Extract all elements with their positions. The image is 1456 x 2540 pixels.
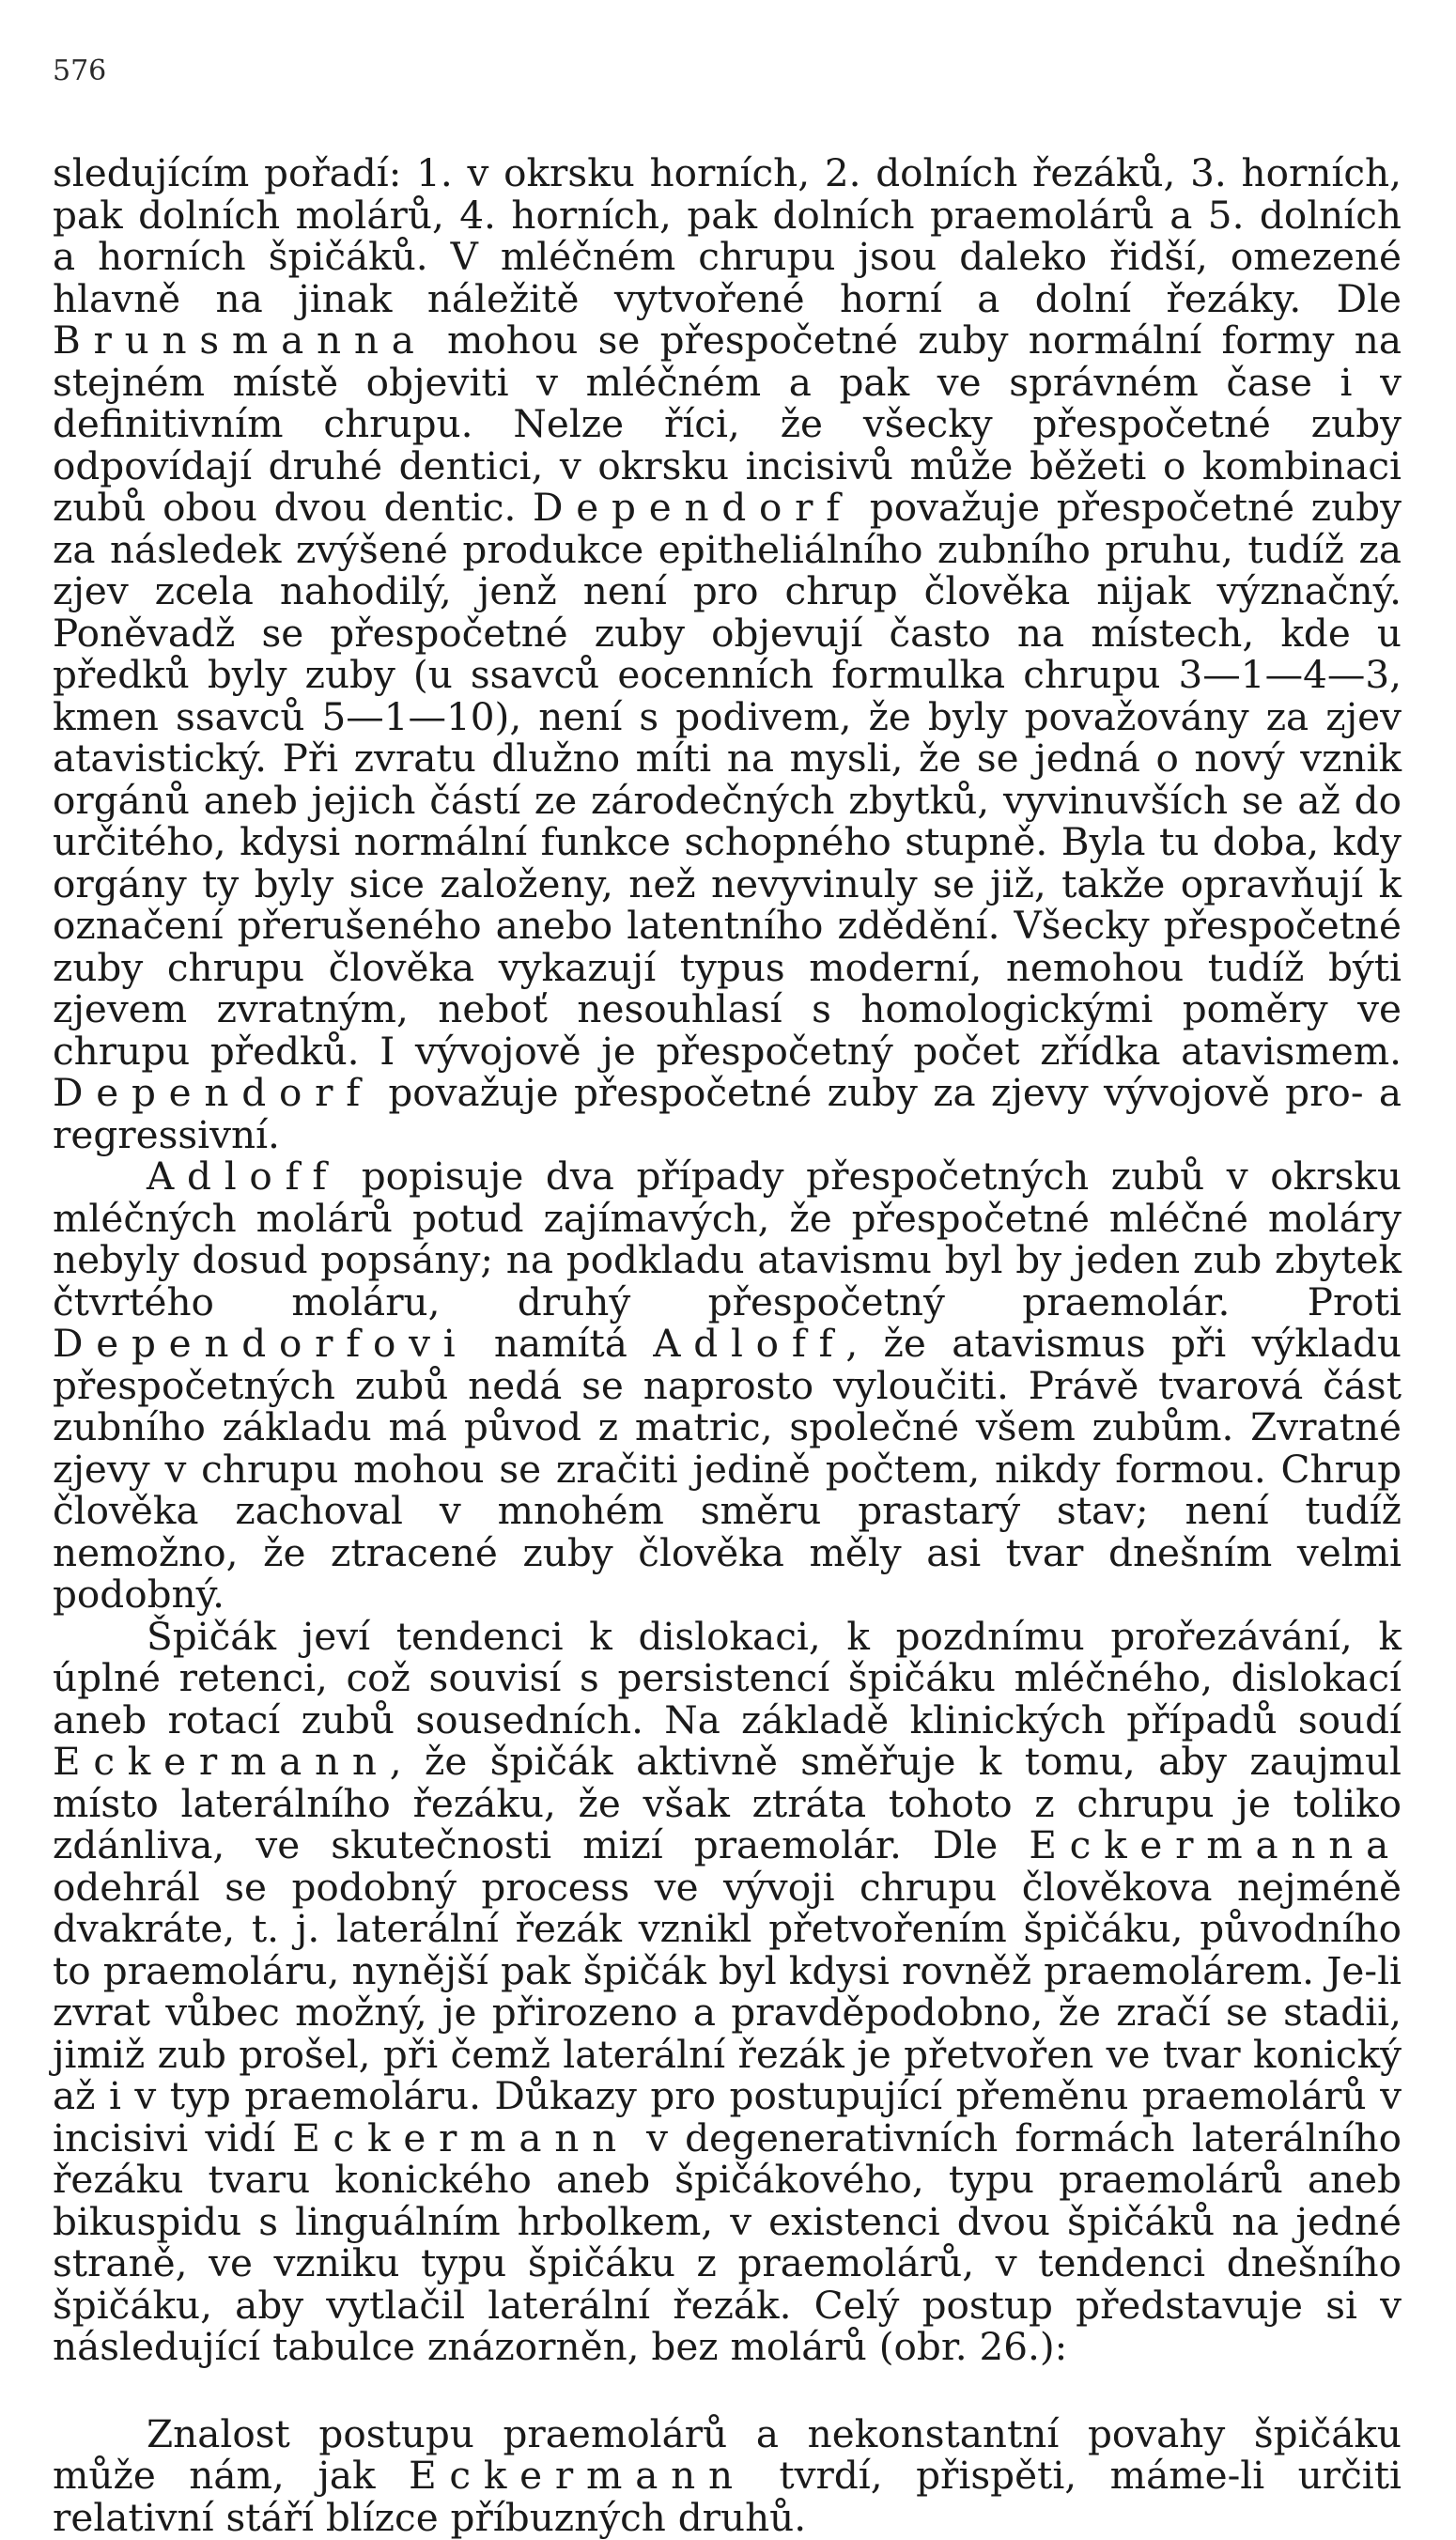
text-run: , že špičák aktivně směřuje k tomu, aby zaujmul místo laterálního řezáku, že však ztráta tohoto z chrupu je toliko zdánliva, ve skutečnosti mizí praemolár. Dle: [53, 1739, 1402, 1867]
text-run: považuje přespočetné zuby za zjevy vývojově pro- a regressivní.: [53, 1070, 1402, 1157]
spaced-name: Dependorf: [53, 1070, 374, 1115]
spaced-name: Eckermann: [53, 1739, 390, 1784]
text-run: , že atavismus při výkladu přespočetných zubů nedá se naprosto vyloučiti. Právě tvarová část zubního základu má původ z matric, společné všem zubům. Zvratné zjevy v chrupu mohou se zračiti jedině počtem, nikdy formou. Chrup člověka zachoval v mnohém směru prastarý stav; není tudíž nemožno, že ztracené zuby člověka měly asi tvar dnešním velmi podobný.: [53, 1321, 1402, 1617]
text-run: odehrál se podobný process ve vývoji chrupu člověkova nejméně dvakráte, t. j. laterální řezák vznikl přetvořením špičáku, původního to praemoláru, nynější pak špičák byl kdysi rovněž praemolárem. Je-li zvrat vůbec možný, je přirozeno a pravděpodobno, že zračí se stadii, jimiž zub prošel, při čemž laterální řezák je přetvořen ve tvar konický až i v typ praemoláru. Důkazy pro postupující přeměnu praemolárů v incisivi vidí: [53, 1864, 1402, 2161]
paragraph-4: [53, 2410, 1402, 2540]
text-run: popisuje dva případy přespočetných zubů v okrsku mléčných molárů potud zajímavých, že přespočetné mléčné moláry nebyly dosud popsány; na podkladu atavismu byl by jeden zub zbytek čtvrtého moláru, druhý přespočetný praemolár. Proti: [53, 1154, 1402, 1324]
text-run: sledujícím pořadí: 1. v okrsku horních, 2. dolních řezáků, 3. horních, pak dolních molárů, 4. horních, pak dolních praemolárů a 5. dolních a horních špičáků. V mléčném chrupu jsou daleko řidší, omezené hlavně na jinak náležitě vytvořené horní a dolní řezáky. Dle: [53, 150, 1402, 321]
text-run: Znalost postupu praemolárů a nekonstantní povahy špičáku může nám, jak: [53, 2410, 1402, 2498]
spaced-name: Adloff: [147, 1154, 340, 1199]
spaced-name: Eckermanna: [1029, 1822, 1402, 1867]
text-run: namítá: [468, 1321, 654, 1366]
text-run: mohou se přespočetné zuby normální formy na stejném místě objeviti v mléčném a pak ve správném čase i v definitivním chrupu. Nelze říci, že všecky přespočetné zuby odpovídají druhé dentici, v okrsku incisivů může běžeti o kombinaci zubů obou dvou dentic.: [53, 318, 1402, 530]
spaced-name: Dependorf: [533, 485, 854, 530]
text-run: Špičák jeví tendenci k dislokaci, k pozdnímu prořezávání, k úplné retenci, což souvisí s persistencí špičáku mléčného, dislokací aneb rotací zubů sousedních. Na základě klinických případů soudí: [53, 1613, 1402, 1742]
body-text: [53, 152, 1402, 2538]
page-number: 576: [53, 54, 107, 87]
spaced-name: Adloff: [653, 1321, 846, 1366]
paragraph-1: [53, 152, 1402, 1155]
spaced-name: Dependorfovi: [53, 1321, 469, 1366]
spaced-name: Brunsmanna: [53, 318, 427, 363]
text-run: v degenerativních formách laterálního řezáku tvaru konického aneb špičákového, typu praemolárů aneb bikuspidu s linguálním hrbolkem, v existenci dvou špičáků na jedné straně, ve vzniku typu špičáku z praemolárů, v tendenci dnešního špičáku, aby vytlačil laterální řezák. Celý postup představuje si v následující tabulce znázorněn, bez molárů (obr. 26.):: [53, 2114, 1402, 2369]
paragraph-3: [53, 1613, 1402, 2369]
text-run: tvrdí, přispěti, máme-li určiti relativní stáří blízce příbuzných druhů.: [53, 2453, 1402, 2540]
spaced-name: Eckermann: [292, 2114, 629, 2161]
text-run: považuje přespočetné zuby za následek zvýšené produkce epitheliálního zubního pruhu, tudíž za zjev zcela nahodilý, jenž není pro chrup člověka nijak význačný. Poněvadž se přespočetné zuby objevují často na místech, kde u předků byly zuby (u ssavců eocenních formulka chrupu 3—1—4—3, kmen ssavců 5—1—10), není s podivem, že byly považovány za zjev atavistický. Při zvratu dlužno míti na mysli, že se jedná o nový vznik orgánů aneb jejich částí ze zárodečných zbytků, vyvinuvších se až do určitého, kdysi normální funkce schopného stupně. Byla tu doba, kdy orgány ty byly sice založeny, než nevyvinuly se již, takže opravňují k označení přerušeného anebo latentního zdědění. Všecky přespočetné zuby chrupu člověka vykazují typus moderní, nemohou tudíž býti zjevem zvratným, neboť nesouhlasí s homologickými poměry ve chrupu předků. I vývojově je přespočetný počet zřídka atavismem.: [53, 485, 1402, 1074]
spaced-name: Eckermann: [409, 2453, 746, 2498]
paragraph-2: [53, 1155, 1402, 1616]
